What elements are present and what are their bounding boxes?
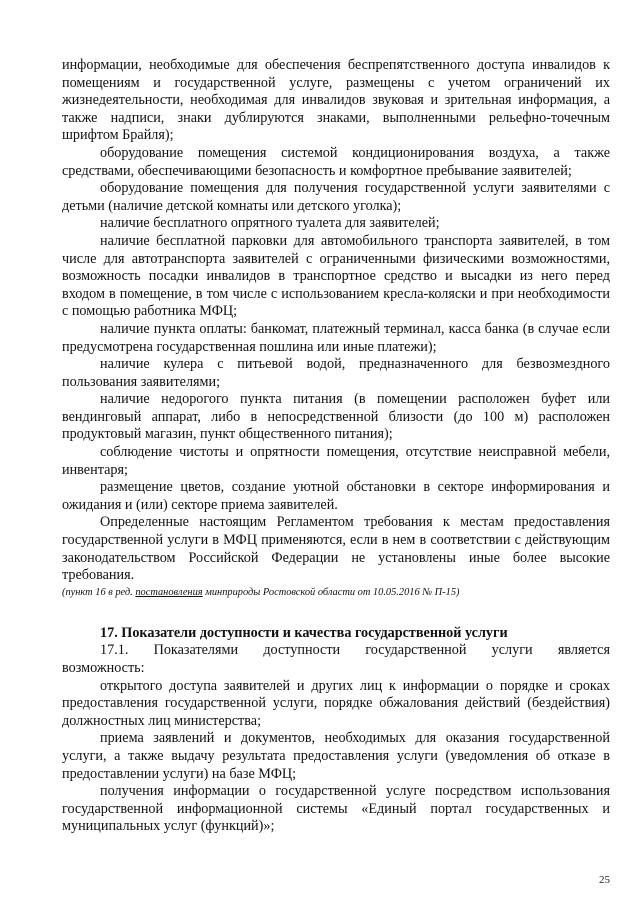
paragraph-2: оборудование помещения системой кондиционирования воздуха, а также средствами, обеспечивающими безопасность и комфортное пребывание заявителей; [62,144,610,179]
paragraph-11: Определенные настоящим Регламентом требования к местам предоставления государственной услуги в МФЦ применяются, если в нем в соответствии с действующим законодательством Российской Федерации не установлены иные более высокие требования. [62,514,610,584]
page-number: 25 [599,874,610,886]
paragraph-4: наличие бесплатного опрятного туалета для заявителей; [100,215,440,232]
amendment-note-suffix: минприроды Ростовской области от 10.05.2016 № П-15) [202,586,460,598]
paragraph-1: информации, необходимые для обеспечения беспрепятственного доступа инвалидов к помещениям и государственной услуге, размещены с учетом ограничений их жизнедеятельности, необходимая для инвалидов звуковая и зрительная информация, а также надписи, знаки дублируются знаками, выполненными рельефно-точечным шрифтом Брайля); [62,57,610,144]
section-intro-line: 17.1. Показателями доступности государственной услуги является [100,642,610,659]
paragraph-8: наличие недорогого пункта питания (в помещении расположен буфет или вендинговый аппарат, либо в непосредственной близости (до 100 м) расположен продуктовый магазин, пункт общественного питания); [62,391,610,443]
paragraph-7: наличие кулера с питьевой водой, предназначенного для безвозмездного пользования заявителями; [62,356,610,390]
amendment-note-link[interactable]: постановления [135,586,203,598]
section-intro-rest: возможность: [62,660,145,676]
amendment-note-prefix: (пункт 16 в ред. [62,586,136,598]
paragraph-9: соблюдение чистоты и опрятности помещения, отсутствие неисправной мебели, инвентаря; [62,444,610,478]
document-body [62,57,610,836]
section-paragraph-3: получения информации о государственной услуге посредством использования государственной информационной системы «Единый портал государственных и муниципальных услуг (функций)»; [62,783,610,835]
section-paragraph-1: открытого доступа заявителей и других лиц к информации о порядке и сроках предоставления государственной услуги, порядке обжалования действий (бездействия) должностных лиц министерства; [62,677,610,729]
section-heading: 17. Показатели доступности и качества государственной услуги [100,624,508,641]
paragraph-10: размещение цветов, создание уютной обстановки в секторе информирования и ожидания и (или) секторе приема заявителей. [62,479,610,513]
paragraph-3: оборудование помещения для получения государственной услуги заявителями с детьми (наличие детской комнаты или детского уголка); [62,180,610,214]
paragraph-6: наличие пункта оплаты: банкомат, платежный терминал, касса банка (в случае если предусмотрена государственная пошлина или иные платежи); [62,320,610,355]
paragraph-5: наличие бесплатной парковки для автомобильного транспорта заявителей, в том числе для автотранспорта заявителей с ограниченными физическими возможностями, возможность посадки инвалидов в транспортное средство и высадки из него перед входом в помещение, в том числе с использованием кресла-коляски и при необходимости с помощью работника МФЦ; [62,232,610,320]
amendment-note [62,586,610,599]
section-paragraph-2: приема заявлений и документов, необходимых для оказания государственной услуги, а также выдачу результата предоставления услуги (уведомления об отказе в предоставлении услуги) на базе МФЦ; [62,730,610,782]
